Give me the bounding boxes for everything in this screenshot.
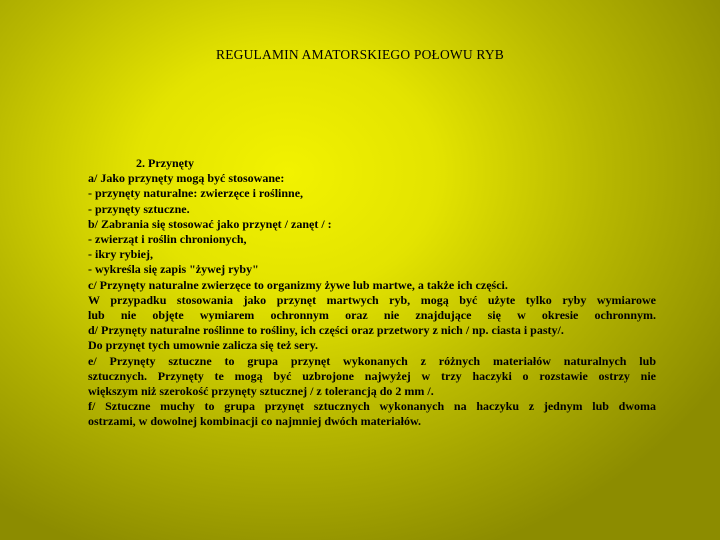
text-line: a/ Jako przynęty mogą być stosowane: — [88, 171, 285, 186]
text-line: f/ Sztuczne muchy to grupa przynęt sztucznych wykonanych na haczyku z jednym lub dwoma — [88, 399, 656, 414]
text-line: ostrzami, w dowolnej kombinacji co najmniej dwóch materiałów. — [88, 414, 421, 429]
text-line: sztucznych. Przynęty te mogą być uzbrojone najwyżej w trzy haczyki o rozstawie ostrzy nie — [88, 368, 656, 383]
text-line: większym niż szerokość przynęty sztucznej / z tolerancją do 2 mm /. — [88, 384, 434, 399]
text-line: W przypadku stosowania jako przynęt martwych ryb, mogą być użyte tylko ryby wymiarowe — [88, 292, 656, 307]
text-line: e/ Przynęty sztuczne to grupa przynęt wykonanych z różnych materiałów naturalnych lub — [88, 353, 656, 368]
text-line: Do przynęt tych umownie zalicza się też sery. — [88, 338, 318, 353]
regulation-body — [88, 156, 656, 430]
text-line: - ikry rybiej, — [88, 247, 153, 262]
text-line: d/ Przynęty naturalne roślinne to rośliny, ich części oraz przetwory z nich / np. ciasta i pasty/. — [88, 323, 564, 338]
section-heading: 2. Przynęty — [136, 156, 194, 170]
text-line: b/ Zabrania się stosować jako przynęt / zanęt / : — [88, 216, 332, 231]
text-line: - zwierząt i roślin chronionych, — [88, 232, 247, 247]
text-line: - przynęty naturalne: zwierzęce i roślinne, — [88, 186, 304, 201]
text-line: c/ Przynęty naturalne zwierzęce to organizmy żywe lub martwe, a także ich części. — [88, 277, 508, 292]
text-line: - przynęty sztuczne. — [88, 201, 190, 216]
text-line: lub nie objęte wymiarem ochronnym oraz nie znajdujące się w okresie ochronnym. — [88, 308, 656, 323]
page-title: REGULAMIN AMATORSKIEGO POŁOWU RYB — [216, 47, 504, 62]
text-line: - wykreśla się zapis "żywej ryby" — [88, 262, 259, 277]
